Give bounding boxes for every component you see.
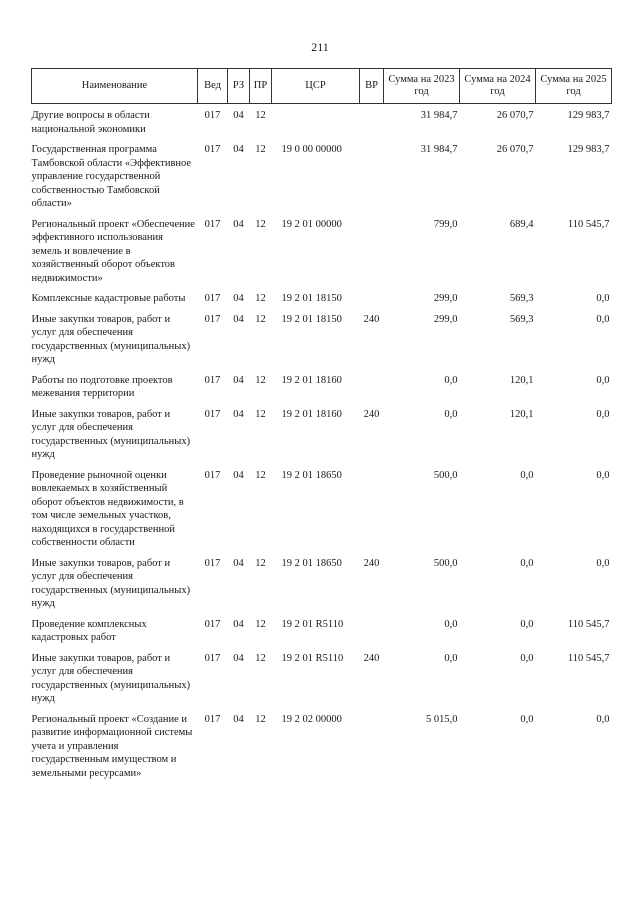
- cell-name: Государственная программа Тамбовской области «Эффективное управление государственной собственностью Тамбовской области»: [31, 144, 192, 209]
- cell-rz: 04: [233, 144, 244, 155]
- cell-sum-2024: 0,0: [520, 557, 534, 569]
- cell-sum-2024: 689,4: [509, 218, 534, 230]
- cell-name: Иные закупки товаров, работ и услуг для обеспечения государственных (муниципальных) нужд: [31, 313, 191, 365]
- cell-rz: 04: [233, 374, 244, 386]
- cell-csr: 19 2 01 R5110: [281, 652, 344, 664]
- cell-sum-2023: 31 984,7: [420, 144, 458, 155]
- header-rz: РЗ: [228, 69, 250, 104]
- header-csr: ЦСР: [272, 69, 360, 104]
- cell-sum-2024: 26 070,7: [496, 144, 534, 155]
- table-row: [32, 374, 612, 408]
- cell-sum-2025: 0,0: [596, 374, 610, 386]
- cell-name: Другие вопросы в области национальной экономики: [31, 110, 150, 135]
- cell-sum-2023: 299,0: [433, 293, 458, 304]
- cell-sum-2025: 110 545,7: [567, 618, 610, 630]
- header-pr: ПР: [250, 69, 272, 104]
- cell-csr: 19 2 01 00000: [281, 218, 342, 230]
- cell-sum-2023: 0,0: [444, 374, 458, 386]
- table-row: [32, 143, 612, 218]
- table-row: [32, 618, 612, 652]
- table-row: [32, 469, 612, 557]
- cell-sum-2023: 31 984,7: [420, 110, 458, 121]
- cell-sum-2024: 26 070,7: [496, 110, 534, 121]
- cell-pr: 12: [255, 469, 266, 481]
- table-row: [32, 104, 612, 144]
- table-row: [32, 292, 612, 313]
- cell-sum-2025: 0,0: [596, 557, 610, 569]
- cell-vr: [360, 374, 384, 408]
- cell-vr: [360, 104, 384, 144]
- cell-name: Проведение комплексных кадастровых работ: [31, 618, 147, 643]
- cell-vr: [360, 713, 384, 788]
- cell-pr: 12: [255, 618, 266, 630]
- header-vr: ВР: [360, 69, 384, 104]
- cell-csr: 19 2 01 18160: [281, 408, 342, 420]
- table-header-row: [32, 69, 612, 104]
- cell-sum-2025: 110 545,7: [567, 218, 610, 230]
- cell-pr: 12: [255, 144, 266, 155]
- cell-pr: 12: [255, 408, 266, 420]
- cell-sum-2024: 120,1: [509, 374, 534, 386]
- budget-table: [31, 68, 612, 787]
- cell-sum-2025: 0,0: [596, 408, 610, 420]
- cell-pr: 12: [255, 110, 266, 121]
- cell-rz: 04: [233, 293, 244, 304]
- cell-sum-2023: 5 015,0: [426, 713, 458, 725]
- cell-sum-2025: 0,0: [596, 313, 610, 325]
- cell-pr: 12: [255, 652, 266, 664]
- cell-csr: 19 2 01 18650: [281, 557, 342, 569]
- cell-rz: 04: [233, 618, 244, 630]
- header-sum-2024: Сумма на 2024 год: [460, 69, 536, 104]
- cell-csr: 19 2 01 18150: [281, 313, 342, 325]
- cell-sum-2024: 120,1: [509, 408, 534, 420]
- page-number: 211: [311, 40, 329, 54]
- cell-sum-2023: 0,0: [444, 618, 458, 630]
- cell-ved: 017: [204, 293, 221, 304]
- cell-sum-2024: 569,3: [509, 313, 534, 325]
- cell-pr: 12: [255, 557, 266, 569]
- cell-vr: 240: [363, 652, 380, 664]
- cell-sum-2024: 0,0: [520, 652, 534, 664]
- cell-rz: 04: [233, 218, 244, 230]
- cell-vr: [360, 292, 384, 313]
- table-row: [32, 408, 612, 469]
- cell-rz: 04: [233, 313, 244, 325]
- cell-vr: [360, 469, 384, 557]
- cell-pr: 12: [255, 713, 266, 725]
- cell-csr: 19 2 01 18650: [281, 469, 342, 481]
- header-name: Наименование: [32, 69, 198, 104]
- cell-sum-2024: 0,0: [520, 713, 534, 725]
- cell-name: Региональный проект «Создание и развитие информационной системы учета и управления государственным имуществом и земельными ресурсами»: [31, 713, 193, 779]
- cell-sum-2025: 0,0: [596, 469, 610, 481]
- cell-sum-2025: 110 545,7: [567, 652, 610, 664]
- table-row: [32, 652, 612, 713]
- cell-ved: 017: [204, 218, 221, 230]
- cell-vr: [360, 618, 384, 652]
- cell-csr: 19 2 02 00000: [281, 713, 342, 725]
- cell-pr: 12: [255, 218, 266, 230]
- cell-sum-2024: 0,0: [520, 469, 534, 481]
- cell-csr: 19 2 01 18160: [281, 374, 342, 386]
- cell-name: Иные закупки товаров, работ и услуг для обеспечения государственных (муниципальных) нужд: [31, 652, 191, 704]
- header-sum-2023: Сумма на 2023 год: [384, 69, 460, 104]
- cell-vr: [360, 218, 384, 293]
- cell-ved: 017: [204, 713, 221, 725]
- cell-sum-2023: 500,0: [433, 557, 458, 569]
- cell-name: Проведение рыночной оценки вовлекаемых в хозяйственный оборот объектов недвижимости, в том числе земельных участков, находящихся в государственной собственности области: [31, 469, 184, 548]
- cell-name: Комплексные кадастровые работы: [31, 293, 186, 304]
- cell-vr: 240: [363, 557, 380, 569]
- header-sum-2025: Сумма на 2025 год: [536, 69, 612, 104]
- cell-sum-2025: 129 983,7: [567, 144, 610, 155]
- cell-rz: 04: [233, 469, 244, 481]
- cell-csr: 19 2 01 18150: [281, 293, 342, 304]
- cell-name: Региональный проект «Обеспечение эффективного использования земель и вовлечение в хозяйственный оборот объектов недвижимости»: [31, 218, 195, 284]
- cell-ved: 017: [204, 652, 221, 664]
- cell-ved: 017: [204, 408, 221, 420]
- cell-ved: 017: [204, 144, 221, 155]
- cell-sum-2023: 299,0: [433, 313, 458, 325]
- cell-sum-2023: 799,0: [433, 218, 458, 230]
- cell-ved: 017: [204, 557, 221, 569]
- cell-pr: 12: [255, 374, 266, 386]
- table-row: [32, 218, 612, 293]
- cell-sum-2023: 0,0: [444, 408, 458, 420]
- cell-rz: 04: [233, 652, 244, 664]
- cell-sum-2024: 0,0: [520, 618, 534, 630]
- cell-vr: [360, 143, 384, 218]
- cell-sum-2025: 129 983,7: [567, 110, 610, 121]
- cell-rz: 04: [233, 408, 244, 420]
- cell-ved: 017: [204, 618, 221, 630]
- cell-name: Работы по подготовке проектов межевания территории: [31, 374, 173, 399]
- cell-vr: 240: [363, 408, 380, 420]
- cell-ved: 017: [204, 374, 221, 386]
- cell-name: Иные закупки товаров, работ и услуг для обеспечения государственных (муниципальных) нужд: [31, 557, 191, 609]
- table-row: [32, 713, 612, 788]
- cell-rz: 04: [233, 713, 244, 725]
- cell-sum-2025: 0,0: [596, 293, 610, 304]
- cell-csr: 19 0 00 00000: [281, 144, 342, 155]
- cell-rz: 04: [233, 110, 244, 121]
- cell-sum-2025: 0,0: [596, 713, 610, 725]
- cell-vr: 240: [363, 313, 380, 325]
- cell-name: Иные закупки товаров, работ и услуг для обеспечения государственных (муниципальных) нужд: [31, 408, 191, 460]
- cell-pr: 12: [255, 293, 266, 304]
- cell-rz: 04: [233, 557, 244, 569]
- cell-ved: 017: [204, 110, 221, 121]
- cell-csr: [272, 104, 360, 144]
- cell-sum-2023: 500,0: [433, 469, 458, 481]
- table-row: [32, 313, 612, 374]
- cell-ved: 017: [204, 313, 221, 325]
- cell-sum-2024: 569,3: [509, 293, 534, 304]
- cell-sum-2023: 0,0: [444, 652, 458, 664]
- header-ved: Вед: [198, 69, 228, 104]
- cell-csr: 19 2 01 R5110: [281, 618, 344, 630]
- cell-ved: 017: [204, 469, 221, 481]
- cell-pr: 12: [255, 313, 266, 325]
- table-row: [32, 557, 612, 618]
